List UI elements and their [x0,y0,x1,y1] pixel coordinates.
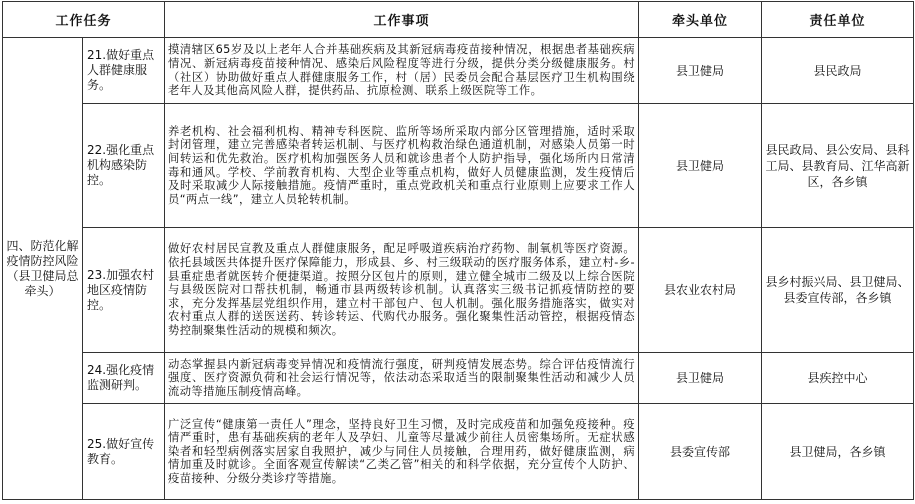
lead-unit-cell: 县卫健局 [639,353,762,404]
responsible-unit-cell: 县疾控中心 [762,353,914,404]
responsible-unit-cell: 县乡村振兴局、县卫健局、县委宣传部，各乡镇 [762,228,914,353]
table-row [3,228,914,353]
item-cell: 24.强化疫情监测研判。 [83,353,165,404]
header-responsible-unit: 责任单位 [762,2,914,38]
lead-unit-cell: 县委宣传部 [639,404,762,500]
content-cell: 广泛宣传“健康第一责任人”理念，坚持良好卫生习惯，及时完成疫苗和加强免疫接种。疫情严重时，患有基础疾病的老年人及孕妇、儿童等尽量减少前往人员密集场所。无症状感染者和轻型病例落实居家自我照护，减少与同住人员接触，合理用药，做好健康监测，病情加重及时就诊。全面客观宣传解读“乙类乙管”相关的和科学依据，充分宣传个人防护、疫苗接种、分级分类诊疗等措施。 [165,404,639,500]
header-row [3,2,914,38]
item-cell: 25.做好宣传教育。 [83,404,165,500]
table-row [3,404,914,500]
header-lead-unit: 牵头单位 [639,2,762,38]
table-row [3,38,914,104]
lead-unit-cell: 县卫健局 [639,38,762,104]
task-group-cell: 四、防范化解疫情防控风险（县卫健局总牵头） [3,38,83,500]
lead-unit-cell: 县卫健局 [639,104,762,228]
responsible-unit-cell: 县卫健局，各乡镇 [762,404,914,500]
item-cell: 21.做好重点人群健康服务。 [83,38,165,104]
responsible-unit-cell: 县民政局 [762,38,914,104]
lead-unit-cell: 县农业农村局 [639,228,762,353]
table-row [3,353,914,404]
content-cell: 摸清辖区65岁及以上老年人合并基础疾病及其新冠病毒疫苗接种情况，根据患者基础疾病情况、新冠病毒疫苗接种情况、感染后风险程度等进行分级，提供分类分级健康服务。村（社区）协助做好重点人群健康服务工作，村（居）民委员会配合基层医疗卫生机构围绕老年人及其他高风险人群，提供药品、抗原检测、联系上级医院等工作。 [165,38,639,104]
header-matter: 工作事项 [165,2,639,38]
responsible-unit-cell: 县民政局、县公安局、县科工局、县教育局、江华高新区，各乡镇 [762,104,914,228]
content-cell: 动态掌握县内新冠病毒变异情况和疫情流行强度，研判疫情发展态势。综合评估疫情流行强度、医疗资源负荷和社会运行情况等，依法动态采取适当的限制聚集性活动和减少人员流动等措施压制疫情高峰。 [165,353,639,404]
item-cell: 22.强化重点机构感染防控。 [83,104,165,228]
content-cell: 养老机构、社会福利机构、精神专科医院、监所等场所采取内部分区管理措施，适时采取封闭管理，建立完善感染者转运机制、与医疗机构救治绿色通道机制，对感染人员第一时间转运和优先救治。医疗机构加强医务人员和就诊患者个人防护指导，强化场所内日常清毒和通风。学校、学前教育机构、大型企业等重点机构，做好人员健康监测，发生疫情后及时采取减少人际接触措施。疫情严重时，重点党政机关和重点行业原则上应要求工作人员“两点一线”，建立人员轮转机制。 [165,104,639,228]
table-row [3,104,914,228]
header-task: 工作任务 [3,2,165,38]
task-table [2,1,914,500]
item-cell: 23.加强农村地区疫情防控。 [83,228,165,353]
content-cell: 做好农村居民宣教及重点人群健康服务，配足呼吸道疾病治疗药物、制氧机等医疗资源。依托县域医共体提升医疗保障能力，形成县、乡、村三级联动的医疗服务体系，建立村-乡-县重症患者就医转介便捷渠道。按照分区包片的原则，建立健全城市二级及以上综合医院与县级医院对口帮扶机制，畅通市县两级转诊机制。认真落实三级书记抓疫情防控的要求，充分发挥基层党组织作用，建立村干部包户、包人机制。强化服务措施落实，做实对农村重点人群的送医送药、转诊转运、代购代办服务。强化聚集性活动管控，根据疫情态势控制聚集性活动的规模和频次。 [165,228,639,353]
